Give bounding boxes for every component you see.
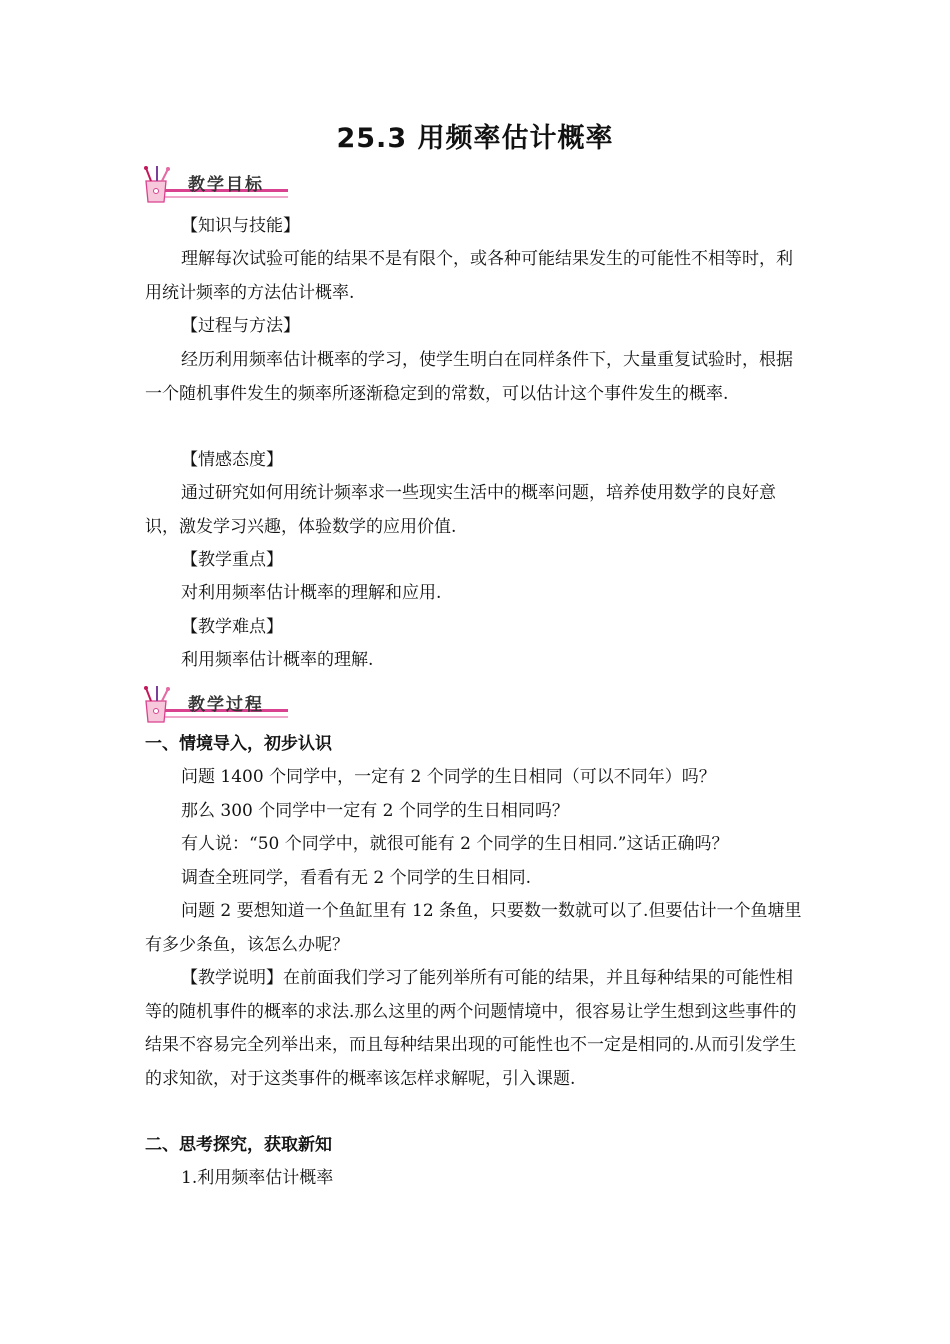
- section-badge-goals: [140, 165, 290, 205]
- teaching-note-text: 在前面我们学习了能列举所有可能的结果，并且每种结果的可能性相等的随机事件的概率的求法.那么这里的两个问题情境中，很容易让学生想到这些事件的结果不容易完全列举出来，而且每种结果出现的可能性也不一定是相同的.从而引发学生的求知欲，对于这类事件的概率该怎样求解呢，引入课题.: [145, 968, 797, 1089]
- question-1: 问题 1400 个同学中，一定有 2 个同学的生日相同（可以不同年）吗？: [181, 767, 716, 787]
- method-heading: 【过程与方法】: [181, 316, 300, 336]
- knowledge-text: 理解每次试验可能的结果不是有限个，或各种可能结果发生的可能性不相等时，利用统计频率的方法估计概率.: [145, 249, 793, 303]
- badge-label-goals: 教学目标: [188, 175, 264, 195]
- difficult-point-text: 利用频率估计概率的理解.: [181, 650, 374, 670]
- section-heading-1: 一、情境导入，初步认识: [145, 734, 332, 754]
- teaching-note: [145, 962, 807, 1096]
- emotion-text: 通过研究如何用统计频率求一些现实生活中的概率问题，培养使用数学的良好意识，激发学习兴趣，体验数学的应用价值.: [145, 483, 776, 537]
- knowledge-heading: 【知识与技能】: [181, 216, 300, 236]
- emotion-heading: 【情感态度】: [181, 450, 283, 470]
- question-4: 调查全班同学，看看有无 2 个同学的生日相同.: [181, 868, 532, 888]
- key-point-text: 对利用频率估计概率的理解和应用.: [181, 583, 442, 603]
- badge-label-process: 教学过程: [188, 695, 264, 715]
- section-badge-process: [140, 685, 290, 725]
- section-heading-2: 二、思考探究，获取新知: [145, 1135, 332, 1155]
- difficult-point-heading: 【教学难点】: [181, 617, 283, 637]
- key-point-heading: 【教学重点】: [181, 550, 283, 570]
- teaching-note-heading: 【教学说明】: [181, 968, 283, 988]
- question-3: 有人说：“50 个同学中，就很可能有 2 个同学的生日相同.”这话正确吗？: [181, 834, 729, 854]
- question-5: 问题 2 要想知道一个鱼缸里有 12 条鱼，只要数一数就可以了.但要估计一个鱼塘里有多少条鱼，该怎么办呢？: [145, 901, 802, 955]
- page-title: 25.3 用频率估计概率: [336, 123, 614, 154]
- method-text: 经历利用频率估计概率的学习，使学生明白在同样条件下，大量重复试验时，根据一个随机事件发生的频率所逐渐稳定到的常数，可以估计这个事件发生的概率.: [145, 350, 793, 404]
- question-2: 那么 300 个同学中一定有 2 个同学的生日相同吗？: [181, 801, 569, 821]
- subsection-1: 1.利用频率估计概率: [181, 1168, 334, 1188]
